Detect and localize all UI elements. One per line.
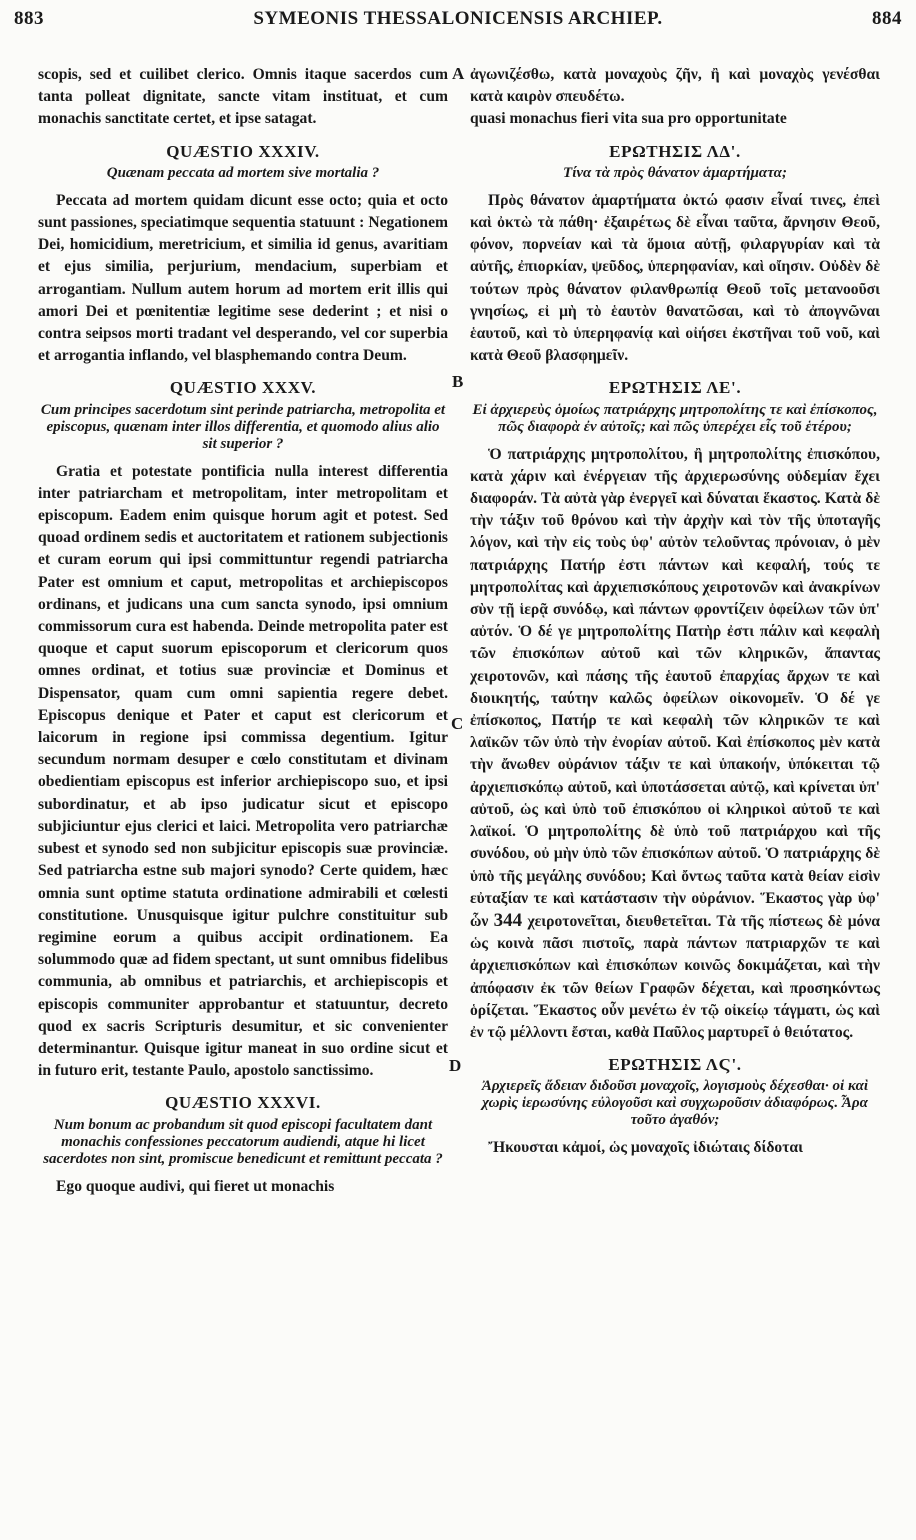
latin-question-36-subtitle: Num bonum ac probandum sit quod episcopi facultatem dant monachis confessiones peccatorum audiendi, atque hi licet sacerdotes non sint, promiscue benedicunt et remittunt peccata ? — [43, 1116, 443, 1167]
greek-question-36-heading: ΕΡΩΤΗΣΙΣ ΛϚ'. — [608, 1055, 742, 1075]
latin-question-34-subtitle: Quænam peccata ad mortem sive mortalia ? — [106, 164, 380, 181]
margin-letter-a: A — [452, 64, 465, 83]
latin-column — [38, 64, 448, 1198]
greek-question-34-subtitle: Τίνα τὰ πρὸς θάνατον ἁμαρτήματα; — [563, 164, 787, 181]
latin-question-36-text: Ego quoque audivi, qui fieret ut monachis — [56, 1177, 335, 1195]
latin-question-35-text: Gratia et potestate pontificia nulla interest differentia inter patriarcham et metropolitam, inter metropolitam et episcopum. Eadem enim quisque horum agit et potest. Sed quoad ordinem sedis et auctoritatem et rationem subjectionis et curam eorum qui ipsi committuntur regendi patriarcha Pater est omnium et caput, metropolitas et archiepiscopos ordinans, et judicans una cum sancta synodo, ipsi omnium commissorum cura est habenda. Deinde metropolita pater est quoque et caput suorum episcoporum et clericorum quos omnes ordinat, et totius suæ provinciæ et Dominus et Dispensator, quam cum omni sapientia regere debet. Episcopus denique et Pater et caput est clericorum et laicorum in regione ipsi commissa degentium. Igitur secundum normam desuper e cœlo constitutam et divinam obedientiam episcopus est inferior archiepiscopo suo, et ipsi subordinatur, et ab ipso judicatur sicut et episcopo subjiciuntur ejus clerici et laici. Metropolita vero patriarchæ subest et synodo sed non subjicitur episcopis suæ provinciæ. Sed patriarcha estne sub majori synodo? Certe quidem, hæc omnia sunt optime statuta ordinatione admirabili et cœlesti constitutione. Unusquisque igitur pulchre constituitur sub regimine eorum a quibus accipit ordinationem. Ea solummodo quæ ad fidem spectant, ut sunt omnibus fidelibus communia, ab omnibus et patriarchis, et archiepiscopis et episcopis communiter approbantur et statuuntur, decreto quod ex sacris Scripturis desumitur, et sic convenienter determinantur. Quisque igitur maneat in suo ordine sicut et in futuro erit, testante Paulo, apostolo sanctissimo. — [38, 462, 448, 1080]
margin-letter-d: D — [449, 1056, 462, 1075]
running-title: SYMEONIS THESSALONICENSIS ARCHIEP. — [253, 8, 663, 29]
greek-question-35-text-part-a: Ὁ πατριάρχης μητροπολίτου, ἢ μητροπολίτης ἐπισκόπου, κατὰ χάριν καὶ ἐνέργειαν τῆς ἀρχιερωσύνης οὐδεμίαν ἔχει διαφοράν. Τὰ αὐτὰ γὰρ ἐνεργεῖ καὶ δύναται ἕκαστος. Κατὰ δὲ τὴν τάξιν τοῦ θρόνου καὶ τὴν ἀρχὴν καὶ τὸν τῆς ὑποταγῆς λόγον, καὶ τὴν εἰς τοὺς ὑφ' αὐτὸν τελοῦντας πρόνοιαν, ὁ μὲν πατριάρχης Πατήρ ἐστι πάντων καὶ κεφαλή, τούς τε μητροπολίτας καὶ ἀρχιεπισκόπους χειροτονῶν καὶ ἀνακρίνων σὺν τῇ ἱερᾷ συνόδῳ, καὶ πάντων φροντίζειν ὀφείλων τῶν ὑπ' αὐτόν. Ὁ δέ γε μητροπολίτης Πατὴρ ἐστι πάλιν καὶ κεφαλὴ τῶν ἐπισκόπων αὐτοῦ καὶ τῶν κληρικῶν, ἅπαντας χειροτονῶν, καὶ πάσης τῆς ἑαυτοῦ ἐπαρχίας ἄρχων τε καὶ διοικητής, ταύτην καλῶς ὀφείλων οἰκονομεῖν. Ὁ δέ γε ἐπίσκοπος, Πατήρ τε καὶ κεφαλὴ τῶν κληρικῶν τε καὶ λαϊκῶν τῶν ὑπὸ τὴν ἐνορίαν αὐτοῦ. Καὶ ἐπίσκοπος μὲν κατὰ τὴν ἄνωθεν οὐράνιον τάξιν τε καὶ ὑπακοήν, ὑπόκειται τῷ ἀρχιεπισκόπῳ αὐτοῦ, καὶ ὑποτάσσεται αὐτῷ, καὶ κρίνεται ὑπ' αὐτοῦ, ὡς καὶ ὑπὸ τοῦ ἐπισκόπου οἱ κληρικοὶ αὐτοῦ τε καὶ λαϊκοί. Ὁ μητροπολίτης δὲ ὑπὸ τοῦ πατριάρχου καὶ τῆς συνόδου, οὐ μὴν ὑπὸ τῶν ἐπισκόπων αὐτοῦ. Ὁ πατριάρχης δὲ ὑπὸ τῆς μεγάλης συνόδου; Καὶ ὄντως ταῦτα κατὰ θείαν εἰσὶν εὐταξίαν τε καὶ κατάστασιν τὴν οὐράνιον. Ἕκαστος γὰρ ὑφ' ὧν — [470, 445, 880, 930]
greek-column — [470, 64, 880, 1160]
greek-intro-latin-gloss: quasi monachus fieri vita sua pro opportunitate — [470, 110, 787, 128]
latin-question-34-text: Peccata ad mortem quidam dicunt esse octo; quia et octo sunt passiones, speciatimque sequentia statuunt : Negationem Dei, homicidium, meretricium, et similia id genus, avaritiam et ejus similia, perjurium, mendacium, superbiam et arrogantiam. Nullum autem horum ad mortem erit illis qui amori Dei et pœnitentiæ legitime sese dederint ; et nisi o contra seipsos morti tradant vel desperando, vel cor superbia et arrogantia inflando, vel blasphemando contra Deum. — [38, 191, 448, 365]
greek-question-35-text-part-b: χειροτονεῖται, διευθετεῖται. Τὰ τῆς πίστεως δὲ μόνα ὡς κοινὰ πᾶσι πιστοῖς, παρὰ πάντων πατριαρχῶν τε καὶ ἀρχιεπισκόπων καὶ ἐπισκόπων κοινῶς δοκιμάζεται, καὶ τὴν ἀπόφασιν ἐκ τῶν θείων Γραφῶν δέχεται, καὶ προσηκόντως ὁρίζεται. Ἕκαστος οὖν μενέτω ἐν τῷ οἰκείῳ τάγματι, ὡς καὶ ἐν τῷ μέλλοντι ἔσται, καθὰ Παῦλος μαρτυρεῖ ὁ θειότατος. — [470, 912, 880, 1041]
greek-question-35-text — [470, 444, 880, 1044]
page-number-right: 884 — [872, 8, 902, 29]
greek-question-34-text: Πρὸς θάνατον ἁμαρτήματα ὀκτώ φασιν εἶναί τινες, ἐπεὶ καὶ ὀκτὼ τὰ πάθη· ἐξαιρέτως δὲ εἶναι ταῦτα, ἄρνησιν Θεοῦ, φόνον, πορνείαν καὶ τὰ ὅμοια αὐτῇ, φιλαργυρίαν καὶ τὰ αὐτῆς, ἐπιορκίαν, ψεῦδος, ὑπερηφανίαν, καὶ οἴησιν. Οὐδὲν δὲ τούτων πρὸς θάνατον φιλανθρωπίᾳ Θεοῦ τοῖς μετανοοῦσι γνησίως, εἰ μὴ τὸ ἑαυτὸν θανατῶσαι, καὶ τὸ ἀπογνῶναι ἑαυτοῦ, καὶ τὸ ὑπερηφανίᾳ καὶ οἰήσει ἐκστῆναι τοῦ νοῦ, καὶ κατὰ Θεοῦ βλασφημεῖν. — [470, 191, 880, 365]
page-number-left: 883 — [14, 8, 44, 29]
latin-question-36-heading: QUÆSTIO XXXVI. — [165, 1093, 321, 1113]
latin-question-34-heading: QUÆSTIO XXXIV. — [166, 141, 320, 161]
column-number: 344 — [493, 909, 523, 931]
latin-question-35-subtitle: Cum principes sacerdotum sint perinde patriarcha, metropolita et episcopus, quænam inter illos differentia, et quomodo alius alio sit superior ? — [40, 401, 446, 452]
latin-question-35-heading: QUÆSTIO XXXV. — [169, 378, 317, 398]
margin-letter-b: B — [452, 372, 464, 391]
greek-question-35-heading: ΕΡΩΤΗΣΙΣ ΛΕ'. — [608, 378, 742, 398]
greek-intro-text: ἀγωνιζέσθω, κατὰ μοναχοὺς ζῆν, ἢ καὶ μοναχὸς γενέσθαι κατὰ καιρὸν σπευδέτω. — [470, 66, 880, 106]
greek-question-36-text: Ἤκουσται κἀμοί, ὡς μοναχοῖς ἰδιώταις δίδοται — [488, 1139, 803, 1157]
greek-question-34-heading: ΕΡΩΤΗΣΙΣ ΛΔ'. — [609, 141, 741, 161]
greek-question-36-subtitle: Ἀρχιερεῖς ἄδειαν διδοῦσι μοναχοῖς, λογισμοὺς δέχεσθαι· οἱ καὶ χωρὶς ἱερωσύνης εὐλογοῦσι καὶ συγχωροῦσιν ἀδιαφόρως. Ἆρα τοῦτο ἀγαθόν; — [481, 1078, 869, 1129]
margin-letter-c: C — [451, 714, 464, 733]
latin-intro-text: scopis, sed et cuilibet clerico. Omnis itaque sacerdos cum tanta polleat dignitate, sancte vitam instituat, et cum monachis sanctitate certet, et ipse satagat. — [38, 66, 448, 128]
greek-question-35-subtitle: Εἰ ἀρχιερεὺς ὁμοίως πατριάρχης μητροπολίτης τε καὶ ἐπίσκοπος, πῶς διαφορὰ ἐν αὐτοῖς; καὶ πῶς ὑπερέχει εἷς τοῦ ἑτέρου; — [472, 401, 878, 435]
